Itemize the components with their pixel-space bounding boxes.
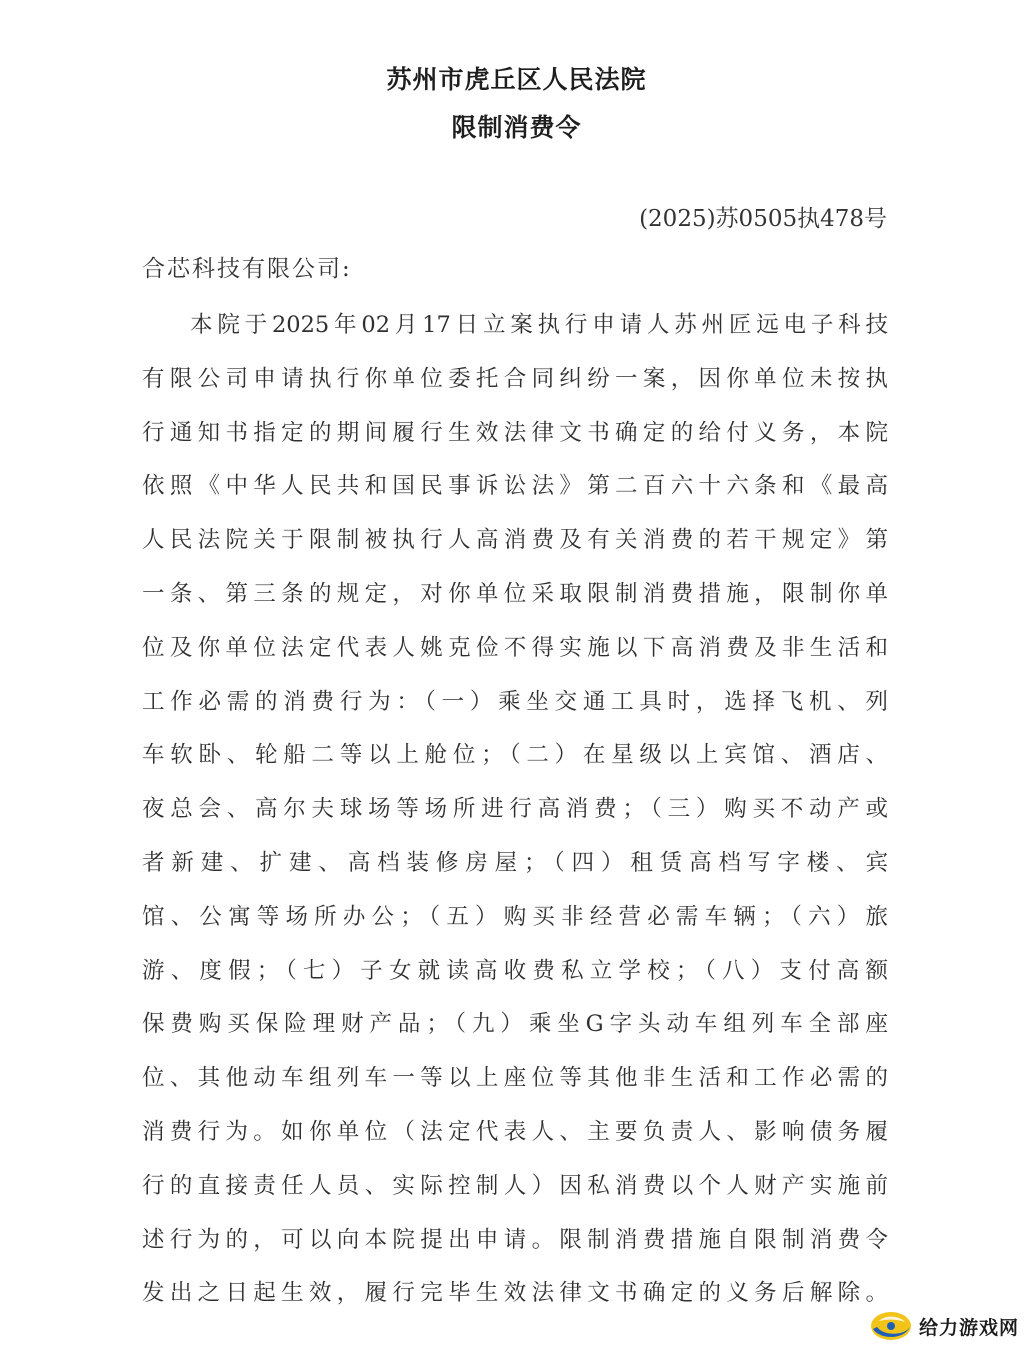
- body-line: 工作必需的消费行为：（一）乘坐交通工具时，选择飞机、列: [142, 688, 888, 715]
- body-line: 保费购买保险理财产品；（九）乘坐G字头动车组列车全部座: [142, 1011, 888, 1038]
- body-line: 夜总会、高尔夫球场等场所进行高消费；（三）购买不动产或: [142, 796, 888, 823]
- court-name-heading: 苏州市虎丘区人民法院: [386, 65, 647, 94]
- document-type-heading: 限制消费令: [451, 113, 582, 142]
- site-watermark: [869, 1309, 1019, 1343]
- body-line: 位及你单位法定代表人姚克俭不得实施以下高消费及非生活和: [142, 634, 888, 661]
- body-line: 者新建、扩建、高档装修房屋；（四）租赁高档写字楼、宾: [142, 849, 888, 876]
- body-line: 发出之日起生效，履行完毕生效法律文书确定的义务后解除。: [142, 1280, 888, 1307]
- body-line: 馆、公寓等场所办公；（五）购买非经营必需车辆；（六）旅: [142, 903, 888, 930]
- swirl-logo-icon: [869, 1309, 913, 1343]
- watermark-text: 给力游戏网: [918, 1316, 1019, 1339]
- body-line: 人民法院关于限制被执行人高消费及有关消费的若干规定》第: [142, 527, 888, 554]
- body-line: 行的直接责任人员、实际控制人）因私消费以个人财产实施前: [142, 1172, 888, 1199]
- body-line: 述行为的，可以向本院提出申请。限制消费措施自限制消费令: [142, 1226, 888, 1253]
- case-number: (2025)苏0505执478号: [639, 206, 887, 232]
- body-line: 消费行为。如你单位（法定代表人、主要负责人、影响债务履: [142, 1118, 888, 1145]
- body-line: 有限公司申请执行你单位委托合同纠纷一案，因你单位未按执: [142, 365, 888, 392]
- order-body: [142, 299, 888, 1321]
- body-line: 依照《中华人民共和国民事诉讼法》第二百六十六条和《最高: [142, 473, 888, 500]
- body-line: 位、其他动车组列车一等以上座位等其他非生活和工作必需的: [142, 1065, 888, 1092]
- body-line: 车软卧、轮船二等以上舱位；（二）在星级以上宾馆、酒店、: [142, 742, 888, 769]
- body-line: 一条、第三条的规定，对你单位采取限制消费措施，限制你单: [142, 580, 888, 607]
- body-line: 本院于2025年02月17日立案执行申请人苏州匠远电子科技: [190, 312, 888, 338]
- addressee: 合芯科技有限公司:: [142, 256, 352, 282]
- body-line: 行通知书指定的期间履行生效法律文书确定的给付义务，本院: [142, 419, 888, 446]
- body-line: 游、度假；（七）子女就读高收费私立学校；（八）支付高额: [142, 957, 888, 984]
